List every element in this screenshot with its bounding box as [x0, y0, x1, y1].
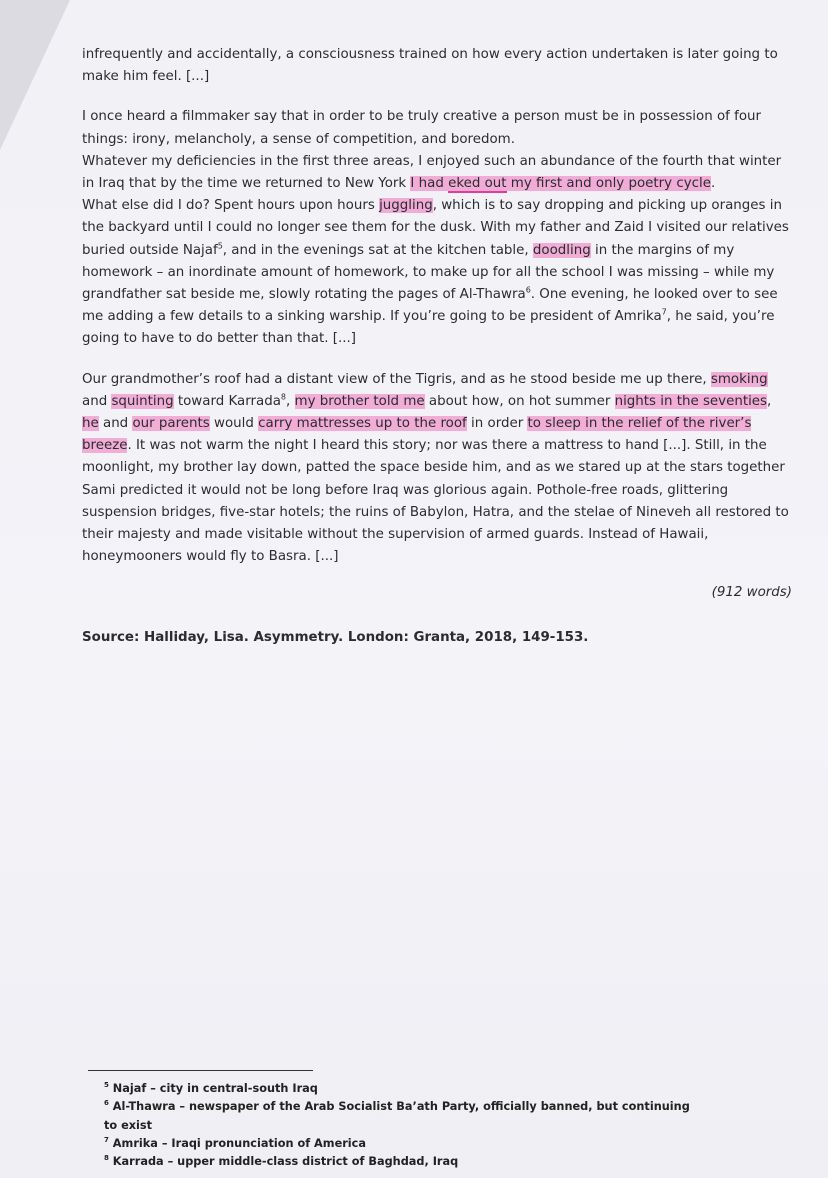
highlight: squinting: [111, 393, 174, 409]
footnote-ref: 5: [217, 241, 223, 251]
paragraph-3: [82, 369, 792, 569]
highlight: juggling: [379, 198, 433, 214]
highlight: smoking: [710, 371, 768, 387]
footnote-text: Karrada – upper middle-class district of Baghdad, Iraq: [108, 1155, 459, 1169]
footnote-item: [104, 1098, 704, 1135]
p2-text: What else did I do? Spent hours upon hours: [82, 198, 380, 214]
p3-text: in order: [466, 416, 528, 432]
p3-text: ,: [286, 393, 295, 409]
footnote-number: 5: [104, 1081, 109, 1090]
source-citation: Source: Halliday, Lisa. Asymmetry. London: Granta, 2018, 149-153.: [82, 629, 589, 645]
p2-text: , which is to say dropping and picking up oranges in the backyard until I could no longer see them for the dusk. With my father and Zaid I visited our relatives buried outside Najaf: [82, 198, 789, 258]
footnotes: [104, 1080, 704, 1171]
p3-text: . It was not warm the night I heard this story; nor was there a mattress to hand [...]. Still, in the moonlight, my brother lay down, patted the space beside him, and as we stared up at the stars together Sami predicted it would not be long before Iraq was glorious again. Pothole-free roads, glittering suspension bridges, five-star hotels; the ruins of Babylon, Hatra, and the stelae of Nineveh all restored to their majesty and made visitable without the supervision of armed guards. Instead of Hawaii, honeymooners would fly to Basra. [...]: [82, 438, 789, 565]
footnote-text: Najaf – city in central-south Iraq: [108, 1082, 318, 1095]
p3-text: toward Karrada: [173, 393, 281, 409]
highlight: I had: [410, 176, 449, 192]
p3-text: and: [82, 393, 112, 409]
footnote-ref: 7: [661, 307, 667, 317]
paragraph-1: infrequently and accidentally, a consciousness trained on how every action undertaken is later going to make him feel. [...]: [82, 47, 778, 85]
footnote-item: [104, 1153, 704, 1171]
footnote-text: Al-Thawra – newspaper of the Arab Socialist Ba’ath Party, officially banned, but continuing to exist: [104, 1100, 690, 1132]
footnote-ref: 6: [525, 285, 531, 295]
footnote-number: 8: [104, 1154, 109, 1163]
footnote-ref: 8: [280, 392, 287, 402]
underlined-highlight: eked out: [448, 176, 507, 192]
highlight: carry mattresses up to the roof: [258, 416, 467, 432]
highlight: he: [82, 416, 99, 432]
p2-text: . One evening, he looked over to see me adding a few details to a sinking warship. If you’re going to be president of Amrika: [82, 287, 778, 325]
p2-text: in the margins of my homework – an inordinate amount of homework, to make up for all the school I was missing – while my grandfather sat beside me, slowly rotating the pages of Al-Thawra: [82, 242, 775, 303]
p2-sentence-1: I once heard a filmmaker say that in order to be truly creative a person must be in possession of four things: irony, melancholy, a sense of competition, and boredom.: [82, 109, 762, 147]
footnote-item: [104, 1080, 704, 1098]
p3-text: about how, on hot summer: [424, 393, 615, 409]
highlight: doodling: [532, 242, 591, 258]
folded-corner: [0, 0, 70, 150]
p2-text: Whatever my deficiencies in the first three areas, I enjoyed such an abundance of the fourth that winter in Iraq that by the time we returned to New York: [82, 153, 782, 192]
word-count: (912 words): [711, 585, 792, 601]
footnote-number: 6: [104, 1099, 109, 1108]
p3-text: and: [98, 416, 133, 432]
highlight: our parents: [132, 416, 210, 432]
highlight: to sleep in the relief of the river’s breeze: [82, 416, 752, 454]
p3-text: ,: [767, 393, 772, 409]
footnote-item: [104, 1135, 704, 1153]
footnote-text: Amrika – Iraqi pronunciation of America: [108, 1136, 367, 1150]
p3-text: Our grandmother’s roof had a distant view of the Tigris, and as he stood beside me up there,: [82, 371, 711, 387]
highlight: my first and only poetry cycle: [506, 176, 711, 192]
p2-text: .: [710, 176, 716, 192]
excerpt-body: [82, 44, 792, 649]
footnote-divider: [88, 1070, 313, 1071]
p2-text: , and in the evenings sat at the kitchen table,: [222, 242, 533, 258]
p3-text: would: [209, 416, 259, 432]
highlight: my brother told me: [294, 393, 425, 409]
paragraph-2: [82, 106, 792, 350]
highlight: nights in the seventies: [614, 393, 768, 409]
p2-text: , he said, you’re going to have to do better than that. [...]: [82, 309, 775, 347]
footnote-number: 7: [104, 1136, 109, 1145]
